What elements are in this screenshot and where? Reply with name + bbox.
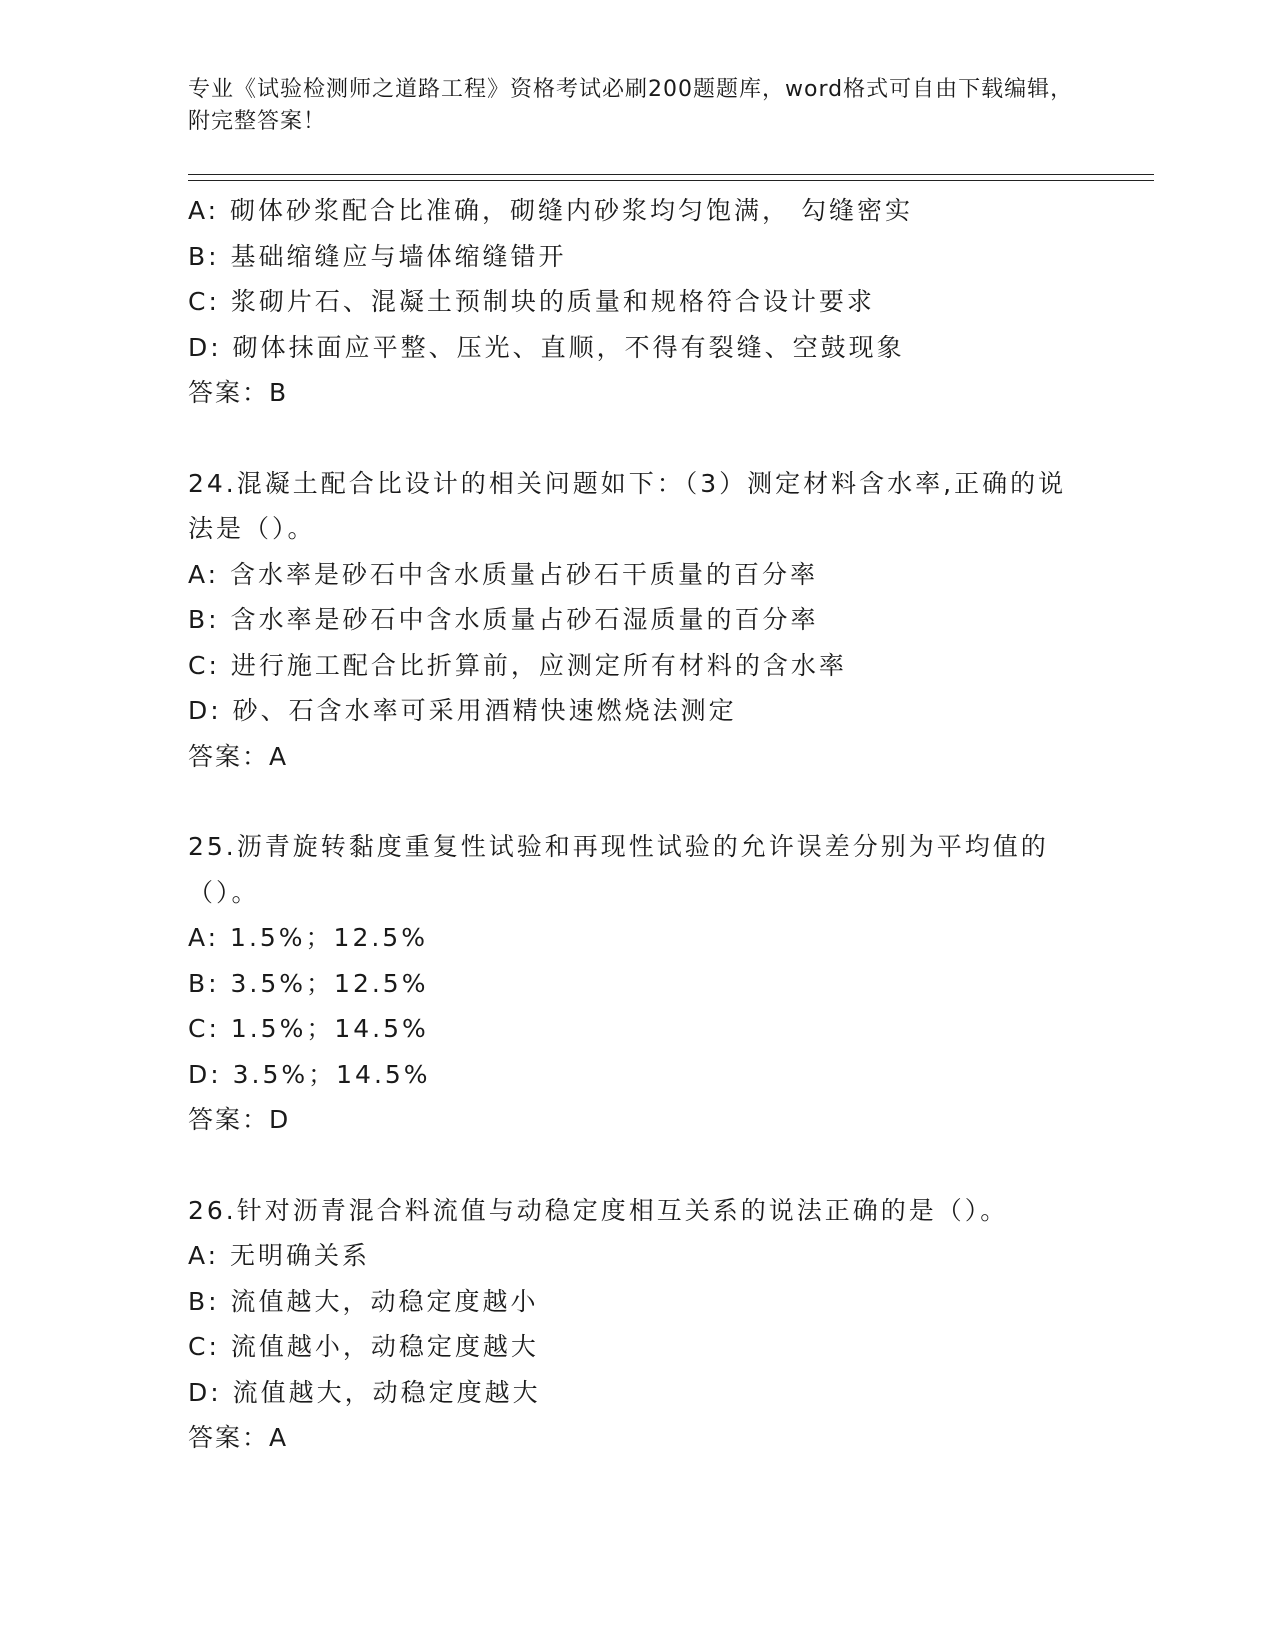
question-title: 24.混凝土配合比设计的相关问题如下：（3）测定材料含水率,正确的说法是（）。 [188,468,1067,543]
option-d: D: 砌体抹面应平整、压光、直顺，不得有裂缝、空鼓现象 [188,332,905,362]
option-a: A: 1.5%；12.5% [188,923,428,952]
option-d: D: 流值越大，动稳定度越大 [188,1377,541,1407]
option-c: C: 浆砌片石、混凝土预制块的质量和规格符合设计要求 [188,287,875,316]
header-divider-top [188,174,1154,175]
question-24 [188,461,1108,780]
option-d: D: 3.5%；14.5% [188,1059,431,1089]
option-a: A: 含水率是砂石中含水质量占砂石干质量的百分率 [188,559,819,589]
spacer [188,416,1108,461]
option-c: C: 1.5%；14.5% [188,1014,429,1043]
option-c: C: 进行施工配合比折算前，应测定所有材料的含水率 [188,650,847,680]
question-26 [188,1188,1108,1461]
answer-line: 答案：B [188,378,289,407]
spacer [188,779,1108,824]
answer-line: 答案：A [188,741,289,771]
option-b: B: 3.5%；12.5% [188,968,429,998]
question-title: 25.沥青旋转黏度重复性试验和再现性试验的允许误差分别为平均值的（）。 [188,832,1049,907]
option-b: B: 基础缩缝应与墙体缩缝错开 [188,241,567,271]
option-d: D: 砂、石含水率可采用酒精快速燃烧法测定 [188,696,737,725]
question-23 [188,188,1108,416]
answer-line: 答案：D [188,1105,291,1134]
option-c: C: 流值越小，动稳定度越大 [188,1332,539,1361]
answer-line: 答案：A [188,1423,289,1452]
option-b: B: 流值越大，动稳定度越小 [188,1286,539,1316]
question-25 [188,824,1108,1143]
question-list [188,188,1108,1461]
header-divider-bottom [188,180,1154,181]
option-b: B: 含水率是砂石中含水质量占砂石湿质量的百分率 [188,605,819,634]
spacer [188,1143,1108,1188]
document-header: 专业《试验检测师之道路工程》资格考试必刷200题题库，word格式可自由下载编辑，附完整答案！ [188,77,1074,134]
option-a: A: 砌体砂浆配合比准确，砌缝内砂浆均匀饱满， 勾缝密实 [188,196,913,225]
question-title: 26.针对沥青混合料流值与动稳定度相互关系的说法正确的是（）。 [188,1195,1009,1225]
option-a: A: 无明确关系 [188,1241,371,1270]
